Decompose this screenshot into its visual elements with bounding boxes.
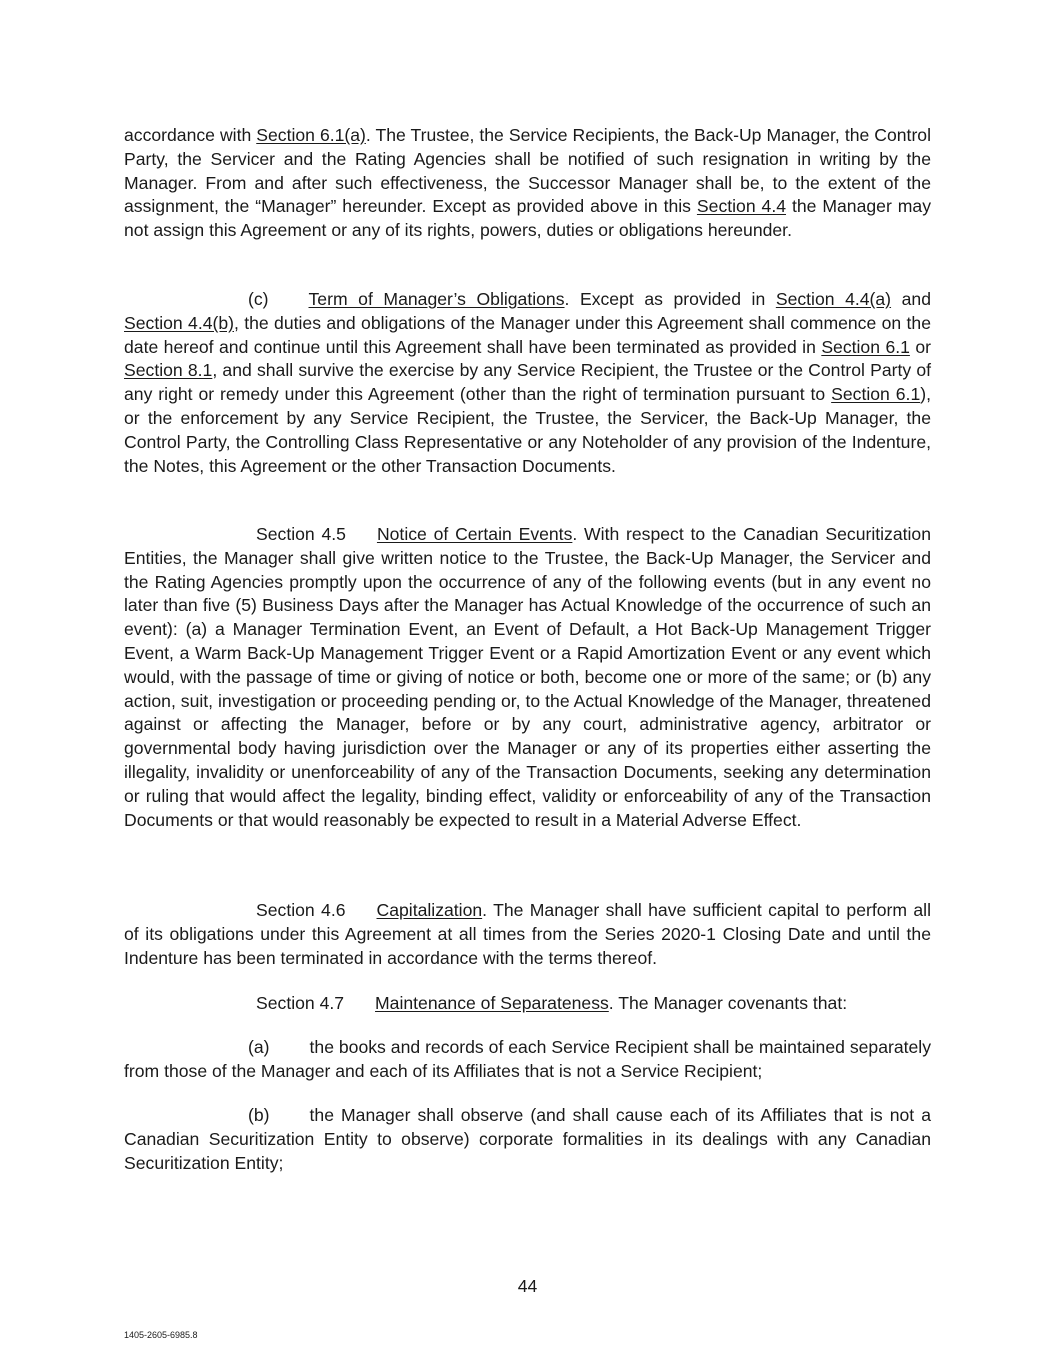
text: , the duties and obligations of the Manager under this Agreement shall commence on the date hereof and continue until this Agreement shall have been terminated as provided in: [124, 312, 931, 357]
subsection-heading: Term of Manager’s Obligations: [308, 289, 565, 309]
section-4-6-capitalization: [124, 899, 931, 970]
text: the Manager may not assign this Agreement or any of its rights, powers, duties or obligations hereunder.: [124, 196, 931, 241]
text: and: [891, 289, 931, 309]
section-reference: Section 4.4(b): [124, 312, 234, 333]
text: . Except as provided in: [564, 289, 776, 309]
text: the Manager shall observe (and shall cause each of its Affiliates that is not a Canadian Securitization Entity to observe) corporate formalities in its dealings with any Canadian Securitization Entity;: [124, 1105, 931, 1173]
section-heading: Notice of Certain Events: [376, 524, 573, 544]
section-number: Section 4.5: [256, 524, 346, 544]
section-reference: Section 6.1: [831, 384, 921, 405]
text: accordance with: [124, 125, 257, 145]
section-heading: Capitalization: [376, 900, 483, 920]
section-4-7-separateness: [124, 992, 931, 1016]
section-number: Section 4.7: [256, 993, 345, 1013]
paragraph-term-of-obligations: [124, 288, 931, 478]
clause-a-books-records: [124, 1036, 931, 1084]
section-reference: Section 4.4(a): [775, 289, 892, 309]
section-number: Section 4.6: [256, 900, 346, 920]
paragraph-resignation: [124, 124, 931, 243]
text: the books and records of each Service Recipient shall be maintained separately from those of the Manager and each of its Affiliates that is not a Service Recipient;: [124, 1037, 931, 1081]
section-reference: Section 8.1: [124, 360, 213, 381]
text: . The Manager shall have sufficient capital to perform all of its obligations under this Agreement at all times from the Series 2020-1 Closing Date and until the Indenture has been terminated in accordance with the terms thereof.: [124, 900, 931, 968]
clause-label: (b): [248, 1105, 270, 1125]
section-heading: Maintenance of Separateness: [375, 993, 609, 1013]
section-reference: Section 6.1: [821, 336, 910, 357]
text: . With respect to the Canadian Securitization Entities, the Manager shall give written notice to the Trustee, the Back-Up Manager, the Servicer and the Rating Agencies promptly upon the occurrence of any of the following events (but in any event no later than five (5) Business Days after the Manager has Actual Knowledge of the occurrence of such an event): (a) a Manager Termination Event, an Event of Default, a Hot Back-Up Management Trigger Event, a Warm Back-Up Management Trigger Event or a Rapid Amortization Event or any event which would, with the passage of time or giving of notice or both, become one or more of the same; or (b) any action, suit, investigation or proceeding pending or, to the Actual Knowledge of the Manager, threatened against or affecting the Manager, before or by any court, administrative agency, arbitrator or governmental body having jurisdiction over the Manager or any of its properties either asserting the illegality, invalidity or unenforceability of any of the Transaction Documents, seeking any determination or ruling that would affect the legality, binding effect, validity or enforceability of any of the Transaction Documents or that would reasonably be expected to result in a Material Adverse Effect.: [124, 524, 931, 830]
clause-label: (a): [248, 1037, 270, 1057]
page-number: 44: [517, 1276, 538, 1296]
text: . The Manager covenants that:: [608, 993, 848, 1013]
text: or: [909, 336, 931, 357]
section-reference: Section 6.1(a): [256, 125, 366, 145]
subsection-label: (c): [248, 289, 269, 309]
section-4-5-notice: [124, 523, 931, 832]
text: , and shall survive the exercise by any Service Recipient, the Trustee or the Control Party of any right or remedy under this Agreement (other than the right of termination pursuant to: [124, 360, 932, 405]
section-reference: Section 4.4: [696, 196, 787, 217]
clause-b-corporate-formalities: [124, 1104, 931, 1175]
text: . The Trustee, the Service Recipients, the Back-Up Manager, the Control Party, the Servicer and the Rating Agencies shall be notified of such resignation in writing by the Manager. From and after such effectiveness, the Successor Manager shall be, to the extent of the assignment, the “Manager” hereunder. Except as provided above in this: [124, 125, 931, 217]
document-id: 1405-2605-6985.8: [124, 1330, 198, 1340]
text: ), or the enforcement by any Service Recipient, the Trustee, the Servicer, the Back-Up Manager, the Control Party, the Controlling Class Representative or any Noteholder of any provision of the Indenture, the Notes, this Agreement or the other Transaction Documents.: [124, 384, 931, 476]
